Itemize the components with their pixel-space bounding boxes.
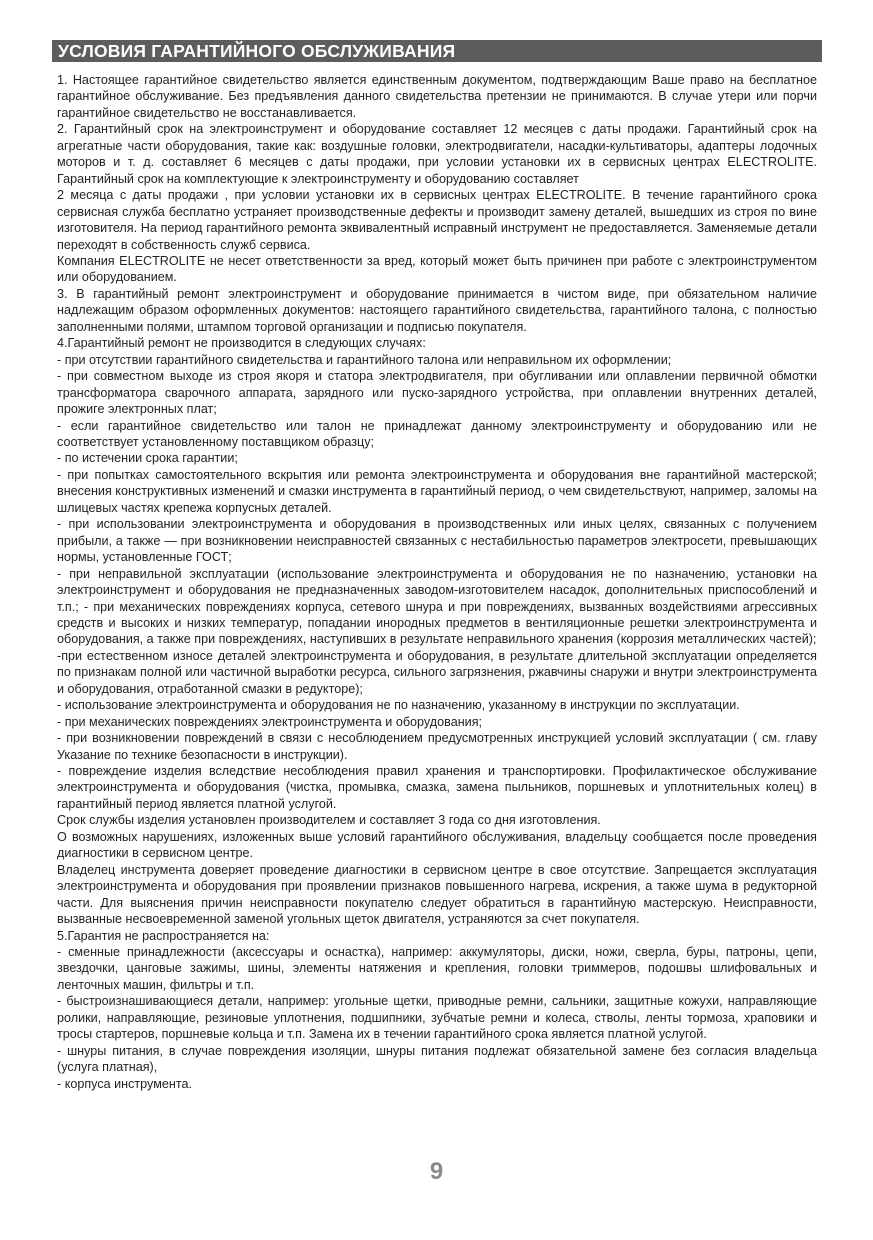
paragraph: Компания ELECTROLITE не несет ответственности за вред, который может быть причинен при работе с электроинструментом или оборудованием. [57, 253, 817, 285]
list-item: - шнуры питания, в случае повреждения изоляции, шнуры питания подлежат обязательной замене без согласия владельца (услуга платная), [57, 1043, 817, 1075]
list-item: - при механических повреждениях электроинструмента и оборудования; [57, 714, 483, 729]
paragraph: 5.Гарантия не распространяется на: [57, 928, 270, 943]
paragraph: 3. В гарантийный ремонт электроинструмент и оборудование принимается в чистом виде, при обязательном наличие надлежащим образом оформленных документов: настоящего гарантийного свидетельства, гарантийного талона, с полностью заполненными полями, штампом торговой организации и подписью покупателя. [57, 286, 817, 334]
paragraph: Срок службы изделия установлен производителем и составляет 3 года со дня изготовления. [57, 813, 601, 828]
list-item: - при использовании электроинструмента и оборудования в производственных или иных целях, связанных с получением прибыли, а также — при возникновении неисправностей связанных с нестабильностью параметров электросети, превышающих нормы, установленные ГОСТ; [57, 517, 817, 565]
paragraph: 4.Гарантийный ремонт не производится в следующих случаях: [57, 336, 426, 351]
list-item: - при отсутствии гарантийного свидетельства и гарантийного талона или неправильном их оформлении; [57, 352, 672, 367]
section-title: УСЛОВИЯ ГАРАНТИЙНОГО ОБСЛУЖИВАНИЯ [52, 40, 822, 62]
page-number: 9 [429, 1158, 444, 1185]
list-item: - корпуса инструмента. [57, 1076, 192, 1091]
list-item: - если гарантийное свидетельство или талон не принадлежат данному электроинструменту и оборудованию или не соответствует установленному поставщиком образцу; [57, 418, 817, 449]
list-item: - при совместном выходе из строя якоря и статора электродвигателя, при обугливании или оплавлении первичной обмотки трансформатора сварочного аппарата, зарядного или пуско-зарядного устройства, при оплавлении внутренних деталей, прожиге электронных плат; [57, 369, 817, 417]
list-item: - быстроизнашивающиеся детали, например: угольные щетки, приводные ремни, сальники, защитные кожухи, направляющие ролики, направляющие, резиновые уплотнения, подшипники, зубчатые ремни и колеса, стволы, ленты тормоза, храповики и тросы стартеров, поршневые кольца и т.п. Замена их в течении гарантийного срока является платной услугой. [57, 994, 817, 1042]
paragraph: 2. Гарантийный срок на электроинструмент и оборудование составляет 12 месяцев с даты продажи. Гарантийный срок на агрегатные части оборудования, такие как: воздушные головки, электродвигатели, насадки-культиваторы, адаптеры лодочных моторов и т. д. составляет 6 месяцев с даты продажи, при условии установки их в сервисных центрах ELECTROLITE. Гарантийный срок на комплектующие к электроинструменту и оборудованию составляет [57, 122, 817, 186]
paragraph: Владелец инструмента доверяет проведение диагностики в сервисном центре в свое отсутствие. Запрещается эксплуатация электроинструмента и оборудования при проявлении признаков повышенного нагрева, искрения, а также шума в редукторной части. Для выяснения причин неисправности покупателю следует обратиться в гарантийную мастерскую. Неисправности, вызванные несвоевременной заменой угольных щеток двигателя, устраняются за счет покупателя. [57, 862, 817, 927]
list-item: - сменные принадлежности (аксессуары и оснастка), например: аккумуляторы, диски, ножи, сверла, буры, патроны, цепи, звездочки, цанговые зажимы, шины, элементы натяжения и крепления, головки триммеров, подошвы шлифовальных и ленточных машин, фильтры и т.п. [57, 945, 817, 992]
warranty-conditions-text [57, 72, 817, 1092]
list-item: - при возникновении повреждений в связи с несоблюдением предусмотренных инструкцией условий эксплуатации ( см. главу Указание по технике безопасности в инструкции). [57, 731, 817, 762]
paragraph: 2 месяца с даты продажи , при условии установки их в сервисных центрах ELECTROLITE. В течение гарантийного срока сервисная служба бесплатно устраняет производственные дефекты и производит замену деталей, вышедших из строя по вине изготовителя. На период гарантийного ремонта эквивалентный исправный инструмент не предоставляется. Заменяемые детали переходят в собственность служб сервиса. [57, 188, 817, 252]
list-item: -при естественном износе деталей электроинструмента и оборудования, в результате длительной эксплуатации определяется по признакам полной или частичной выработки ресурса, сильного загрязнения, ржавчины снаружи и внутри электроинструмента и оборудования, отработанной смазки в редукторе); [57, 648, 817, 696]
paragraph: О возможных нарушениях, изложенных выше условий гарантийного обслуживания, владельцу сообщается после проведения диагностики в сервисном центре. [57, 829, 817, 861]
paragraph: 1. Настоящее гарантийное свидетельство является единственным документом, подтверждающим Ваше право на бесплатное гарантийное обслуживание. Без предъявления данного свидетельства претензии не принимаются. В случае утери или порчи гарантийное свидетельство не восстанавливается. [57, 73, 817, 120]
list-item: - повреждение изделия вследствие несоблюдения правил хранения и транспортировки. Профилактическое обслуживание электроинструмента и оборудования (чистка, промывка, смазка, замена пыльников, поршневых и уплотнительных колец) в гарантийный период является платной услугой. [57, 764, 817, 811]
list-item: - при неправильной эксплуатации (использование электроинструмента и оборудования не по назначению, установки на электроинструмент и оборудования не предназначенных заводом-изготовителем насадок, дополнительных приспособлений и т.п.; - при механических повреждениях корпуса, сетевого шнура и при повреждениях, вызванных воздействиями агрессивных средств и высоких и низких температур, попадании инородных предметов в вентиляционные решетки электроинструмента и оборудования, а также при повреждениях, наступивших в результате неправильного хранения (коррозия металлических частей); [57, 566, 817, 647]
list-item: - по истечении срока гарантии; [57, 451, 238, 466]
list-item: - использование электроинструмента и оборудования не по назначению, указанному в инструкции по эксплуатации. [57, 698, 740, 713]
list-item: - при попытках самостоятельного вскрытия или ремонта электроинструмента и оборудования вне гарантийной мастерской; внесения конструктивных изменений и смазки инструмента в гарантийный период, о чем свидетельствуют, например, заломы на шлицевых частях крепежа корпусных деталей. [57, 467, 817, 515]
